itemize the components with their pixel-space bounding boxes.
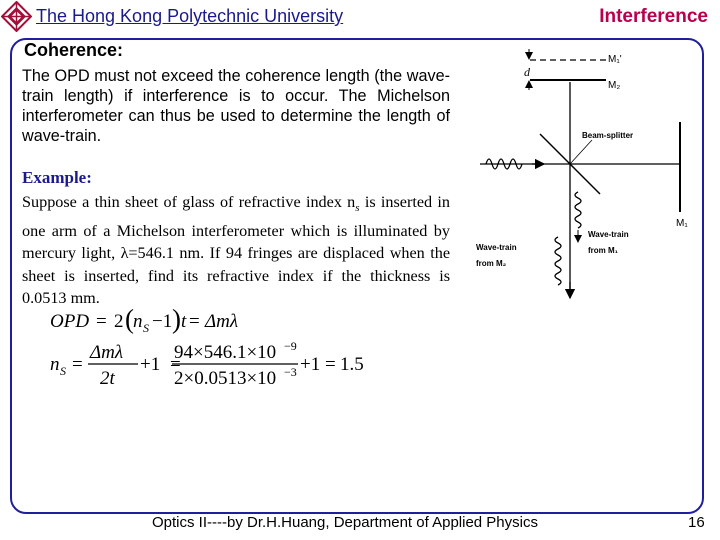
eq1-equals: = — [96, 311, 107, 332]
wave-m2-label-a: Wave-train — [476, 243, 517, 252]
eq2-plus-one: +1 — [140, 354, 161, 375]
eq2-frac-num: Δmλ — [90, 342, 124, 363]
eq2-frac-den: 2t — [100, 368, 115, 389]
wave-m1-label-b: from M₁ — [588, 246, 618, 255]
eq1-sub-s: S — [143, 321, 149, 335]
eq2-result: 1.5 — [340, 354, 364, 375]
section-title: Interference — [599, 6, 708, 27]
wave-from-m2 — [555, 237, 561, 285]
eq2-equals: = — [72, 354, 83, 375]
eq1-t: t — [181, 311, 187, 332]
eq2-equals-3: = — [325, 354, 336, 375]
university-name: The Hong Kong Polytechnic University — [36, 6, 344, 26]
eq2-num-exp: −9 — [284, 339, 297, 353]
coherence-heading: Coherence: — [24, 40, 124, 60]
coherence-paragraph: The OPD must not exceed the coherence length (the wave-train length) if interference is to occur. The Michelson interferometer can thus be used to determine the length of wave-train. — [22, 67, 450, 145]
wave-m2-label-b: from M₂ — [476, 259, 507, 268]
opd-equation — [50, 302, 250, 338]
example-text-part-1: Suppose a thin sheet of glass of refractive index n — [22, 193, 356, 211]
example-heading: Example: — [22, 168, 92, 187]
eq1-lparen: ( — [125, 304, 134, 334]
incoming-wave — [486, 159, 522, 169]
example-text-subscript: s — [355, 202, 360, 215]
eq1-rhs: Δmλ — [205, 311, 239, 332]
m1-label: M₁ — [676, 218, 688, 229]
ns-equation — [50, 338, 380, 390]
wave-from-m1 — [575, 192, 581, 228]
eq2-plus-one-2: +1 — [300, 354, 321, 375]
eq1-n: n — [133, 311, 143, 332]
example-text-part-2: is inserted in one arm of a Michelson interferometer which is illuminated by mercury light, λ=546.1 nm. If 94 fringes are displaced when the sheet is inserted, find its refractive index if the thickness is 0.0513 mm. — [22, 193, 450, 308]
eq1-equals-2: = — [189, 311, 200, 332]
wave-m1-label-a: Wave-train — [588, 230, 629, 239]
page-number: 16 — [688, 514, 705, 531]
eq2-sub-s: S — [60, 364, 66, 378]
eq2-den-exp: −3 — [284, 365, 297, 379]
d-label: d — [524, 65, 530, 79]
footer-text: Optics II----by Dr.H.Huang, Department of Applied Physics — [152, 514, 538, 531]
eq1-two: 2 — [114, 311, 124, 332]
eq2-num-value: 94×546.1×10 — [174, 342, 277, 363]
eq2-equals-2: = — [170, 354, 181, 375]
eq1-opd: OPD — [50, 311, 90, 332]
eq2-den-value: 2×0.0513×10 — [174, 368, 277, 389]
eq2-n: n — [50, 354, 60, 375]
beam-splitter-label: Beam-splitter — [582, 131, 634, 140]
michelson-diagram — [470, 42, 700, 304]
eq1-rparen: ) — [172, 304, 181, 334]
m1-prime-label: M₁' — [608, 54, 622, 65]
eq1-minus-one: −1 — [152, 311, 173, 332]
example-paragraph — [22, 191, 450, 310]
university-logo — [1, 1, 32, 32]
m2-label: M₂ — [608, 80, 621, 91]
